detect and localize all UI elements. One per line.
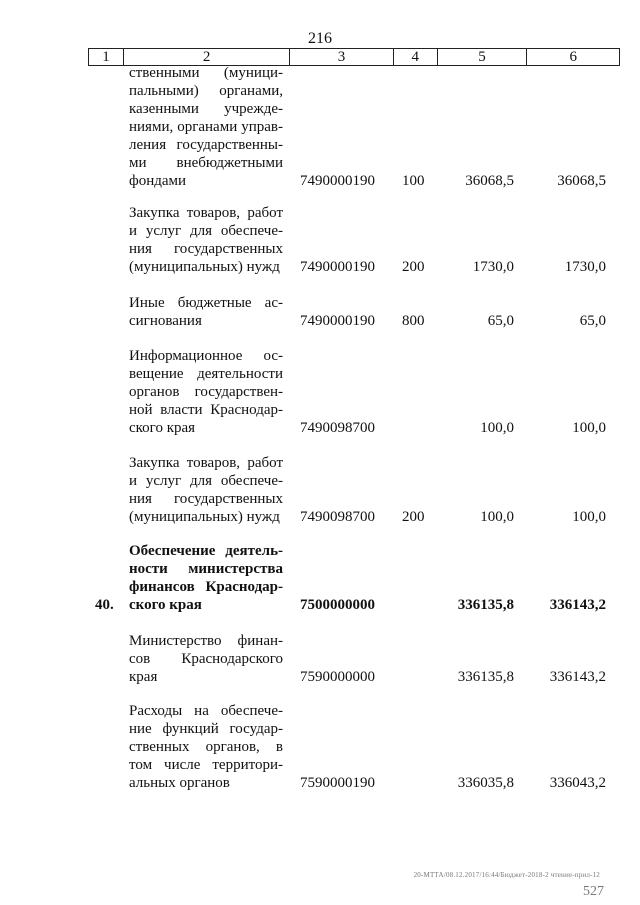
row-value-col5: 336035,8 xyxy=(457,775,514,791)
row-name-line: Обеспечение деятель- xyxy=(129,543,283,559)
row-code: 7490000190 xyxy=(300,313,375,329)
row-value-col6: 36068,5 xyxy=(557,173,606,189)
row-name-line: ского края xyxy=(129,597,202,613)
row-name-line: финансов Краснодар- xyxy=(129,579,283,595)
row-name xyxy=(129,702,283,792)
row-name-line: (муниципальных) нужд xyxy=(129,259,280,275)
row-value-col6: 336143,2 xyxy=(549,669,606,685)
row-name-line: Информационное ос- xyxy=(129,348,283,364)
row-expense-type: 800 xyxy=(402,313,425,329)
row-name-line: края xyxy=(129,669,158,685)
row-expense-type: 200 xyxy=(402,509,425,525)
row-name-line: ния государственных xyxy=(129,241,283,257)
row-value-col5: 1730,0 xyxy=(472,259,514,275)
row-code: 7490098700 xyxy=(300,509,375,525)
row-value-col6: 100,0 xyxy=(572,420,606,436)
row-code: 7490098700 xyxy=(300,420,375,436)
row-name-line: вещение деятельности xyxy=(129,366,283,382)
row-name-line: Министерство финан- xyxy=(129,633,283,649)
row-expense-type: 100 xyxy=(402,173,425,189)
row-value-col6: 336043,2 xyxy=(549,775,606,791)
row-name-line: (муниципальных) нужд xyxy=(129,509,280,525)
header-col-1: 1 xyxy=(89,49,124,65)
header-col-3: 3 xyxy=(290,49,394,65)
row-name-line: сигнования xyxy=(129,313,202,329)
header-col-5: 5 xyxy=(438,49,528,65)
row-name-line: пальными) органами, xyxy=(129,83,283,99)
row-name-line: Расходы на обеспече- xyxy=(129,703,283,719)
row-value-col6: 65,0 xyxy=(579,313,606,329)
row-value-col5: 100,0 xyxy=(480,420,514,436)
row-value-col5: 100,0 xyxy=(480,509,514,525)
row-name-line: ние функций государ- xyxy=(129,721,283,737)
row-name-line: ственными (муници- xyxy=(129,65,283,81)
row-value-col6: 1730,0 xyxy=(564,259,606,275)
document-footer-path: 20-МТТА/08.12.2017/16:44/Бюджет-2018-2 чтение-прил-12 xyxy=(413,871,600,879)
header-col-2: 2 xyxy=(124,49,290,65)
row-name-line: Иные бюджетные ас- xyxy=(129,295,283,311)
header-col-6: 6 xyxy=(569,49,577,65)
row-name-line: ственных органов, в xyxy=(129,739,283,755)
row-name-line: ми внебюджетными xyxy=(129,155,283,171)
row-name-line: и услуг для обеспече- xyxy=(129,473,283,489)
row-value-col5: 36068,5 xyxy=(465,173,514,189)
page-stamp-number: 527 xyxy=(583,884,604,899)
row-value-col6: 336143,2 xyxy=(549,597,606,613)
row-name-line: сов Краснодарского xyxy=(129,651,283,667)
row-value-col5: 65,0 xyxy=(487,313,514,329)
row-code: 7590000190 xyxy=(300,775,375,791)
row-code: 7590000000 xyxy=(300,669,375,685)
row-name-line: и услуг для обеспече- xyxy=(129,223,283,239)
row-code: 7490000190 xyxy=(300,259,375,275)
row-name-line: ности министерства xyxy=(129,561,283,577)
page-number: 216 xyxy=(308,30,332,47)
row-name-line: ной власти Краснодар- xyxy=(129,402,283,418)
row-value-col6: 100,0 xyxy=(572,509,606,525)
row-code: 7500000000 xyxy=(300,597,375,613)
row-name-line: ния государственных xyxy=(129,491,283,507)
row-name-line: органов государствен- xyxy=(129,384,283,400)
row-number: 40. xyxy=(95,597,114,613)
row-name-line: ниями, органами управ- xyxy=(129,119,283,135)
row-name-line: том числе территори- xyxy=(129,757,283,773)
row-name-line: Закупка товаров, работ xyxy=(129,455,283,471)
row-name-line: казенными учрежде- xyxy=(129,101,283,117)
row-name-line: альных органов xyxy=(129,775,230,791)
row-value-col5: 336135,8 xyxy=(457,597,514,613)
row-code: 7490000190 xyxy=(300,173,375,189)
row-name-line: Закупка товаров, работ xyxy=(129,205,283,221)
row-value-col5: 336135,8 xyxy=(457,669,514,685)
row-name-line: ления государственны- xyxy=(129,137,283,153)
row-name-line: фондами xyxy=(129,173,187,189)
row-expense-type: 200 xyxy=(402,259,425,275)
row-name-line: ского края xyxy=(129,420,196,436)
header-col-4: 4 xyxy=(394,49,438,65)
